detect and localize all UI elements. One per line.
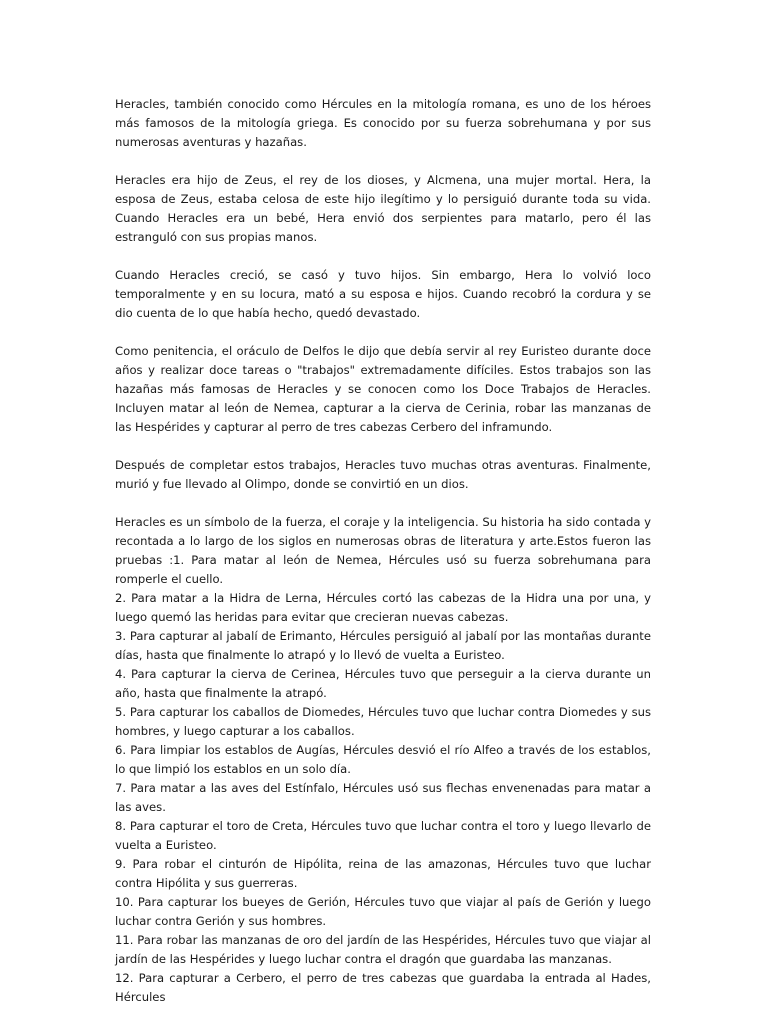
list-item: 7. Para matar a las aves del Estínfalo, Hércules usó sus flechas envenenadas para matar a las aves. [115,781,651,814]
paragraph-after-labors: Después de completar estos trabajos, Heracles tuvo muchas otras aventuras. Finalmente, murió y fue llevado al Olimpo, donde se convirtió en un dios. [115,458,651,491]
paragraph-symbol: Heracles es un símbolo de la fuerza, el coraje y la inteligencia. Su historia ha sido contada y recontada a lo largo de los siglos en numerosas obras de literatura y arte.Estos fueron las pruebas :1. Para matar al león de Nemea, Hércules usó su fuerza sobrehumana para romperle el cuello. [115,515,651,586]
paragraph-madness: Cuando Heracles creció, se casó y tuvo hijos. Sin embargo, Hera lo volvió loco temporalmente y en su locura, mató a su esposa e hijos. Cuando recobró la cordura y se dio cuenta de lo que había hecho, quedó devastado. [115,268,651,320]
paragraph-penance: Como penitencia, el oráculo de Delfos le dijo que debía servir al rey Euristeo durante doce años y realizar doce tareas o "trabajos" extremadamente difíciles. Estos trabajos son las hazañas más famosas de Heracles y se conocen como los Doce Trabajos de Heracles. Incluyen matar al león de Nemea, capturar a la cierva de Cerinia, robar las manzanas de las Hespérides y capturar al perro de tres cabezas Cerbero del inframundo. [115,344,651,434]
list-item: 2. Para matar a la Hidra de Lerna, Hércules cortó las cabezas de la Hidra una por una, y luego quemó las heridas para evitar que crecieran nuevas cabezas. [115,591,651,624]
paragraph-origin: Heracles era hijo de Zeus, el rey de los dioses, y Alcmena, una mujer mortal. Hera, la esposa de Zeus, estaba celosa de este hijo ilegítimo y lo persiguió durante toda su vida. Cuando Heracles era un bebé, Hera envió dos serpientes para matarlo, pero él las estranguló con sus propias manos. [115,173,651,244]
list-item: 4. Para capturar la cierva de Cerinea, Hércules tuvo que perseguir a la cierva durante un año, hasta que finalmente la atrapó. [115,667,651,700]
list-item: 8. Para capturar el toro de Creta, Hércules tuvo que luchar contra el toro y luego llevarlo de vuelta a Euristeo. [115,819,651,852]
list-item: 12. Para capturar a Cerbero, el perro de tres cabezas que guardaba la entrada al Hades, Hércules [115,971,651,1004]
list-item: 11. Para robar las manzanas de oro del jardín de las Hespérides, Hércules tuvo que viajar al jardín de las Hespérides y luego luchar contra el dragón que guardaba las manzanas. [115,933,651,966]
list-item: 10. Para capturar los bueyes de Gerión, Hércules tuvo que viajar al país de Gerión y luego luchar contra Gerión y sus hombres. [115,895,651,928]
list-item: 9. Para robar el cinturón de Hipólita, reina de las amazonas, Hércules tuvo que luchar contra Hipólita y sus guerreras. [115,857,651,890]
list-item: 3. Para capturar al jabalí de Erimanto, Hércules persiguió al jabalí por las montañas durante días, hasta que finalmente lo atrapó y lo llevó de vuelta a Euristeo. [115,629,651,662]
document-page [115,95,651,1007]
list-item: 6. Para limpiar los establos de Augías, Hércules desvió el río Alfeo a través de los establos, lo que limpió los establos en un solo día. [115,743,651,776]
list-item: 5. Para capturar los caballos de Diomedes, Hércules tuvo que luchar contra Diomedes y sus hombres, y luego capturar a los caballos. [115,705,651,738]
paragraph-intro: Heracles, también conocido como Hércules en la mitología romana, es uno de los héroes más famosos de la mitología griega. Es conocido por su fuerza sobrehumana y por sus numerosas aventuras y hazañas. [115,97,651,149]
